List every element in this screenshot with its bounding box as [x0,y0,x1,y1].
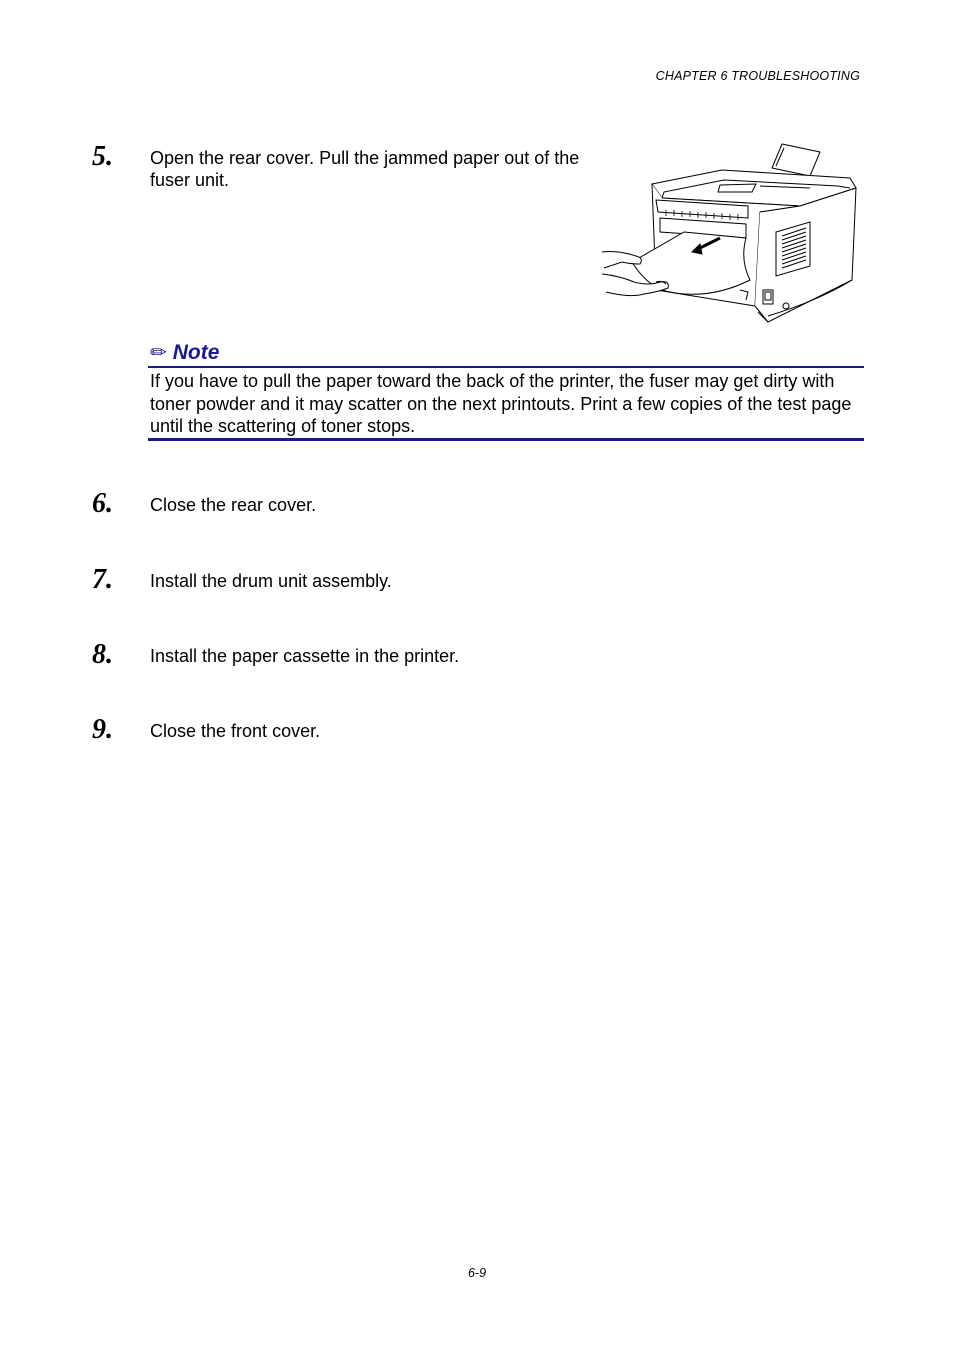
note-title: Note [172,341,220,364]
step-9-text: Close the front cover. [150,721,321,741]
note-heading [150,340,219,365]
step-8-number: 8. [92,639,113,670]
step-7-text: Install the drum unit assembly. [150,571,392,591]
page-number: 6-9 [467,1266,487,1280]
note-bottom-rule [148,438,864,441]
step-6-text: Close the rear cover. [150,495,317,515]
step-5-text: Open the rear cover. Pull the jammed paper out of the fuser unit. [150,148,580,190]
note-top-rule [148,366,864,368]
note-body: If you have to pull the paper toward the back of the printer, the fuser may get dirty with toner powder and it may scatter on the next printouts. Print a few copies of the test page until the scattering of toner stops. [150,371,852,436]
step-9-number: 9. [92,714,113,745]
step-8-text: Install the paper cassette in the printer. [150,646,460,666]
step-5-number: 5. [92,141,113,172]
printer-paper-jam-illustration [600,140,860,325]
step-6-number: 6. [92,488,113,519]
chapter-header: CHAPTER 6 TROUBLESHOOTING [655,69,860,83]
step-7-number: 7. [92,564,113,595]
pencil-icon: ✏ [150,342,167,364]
